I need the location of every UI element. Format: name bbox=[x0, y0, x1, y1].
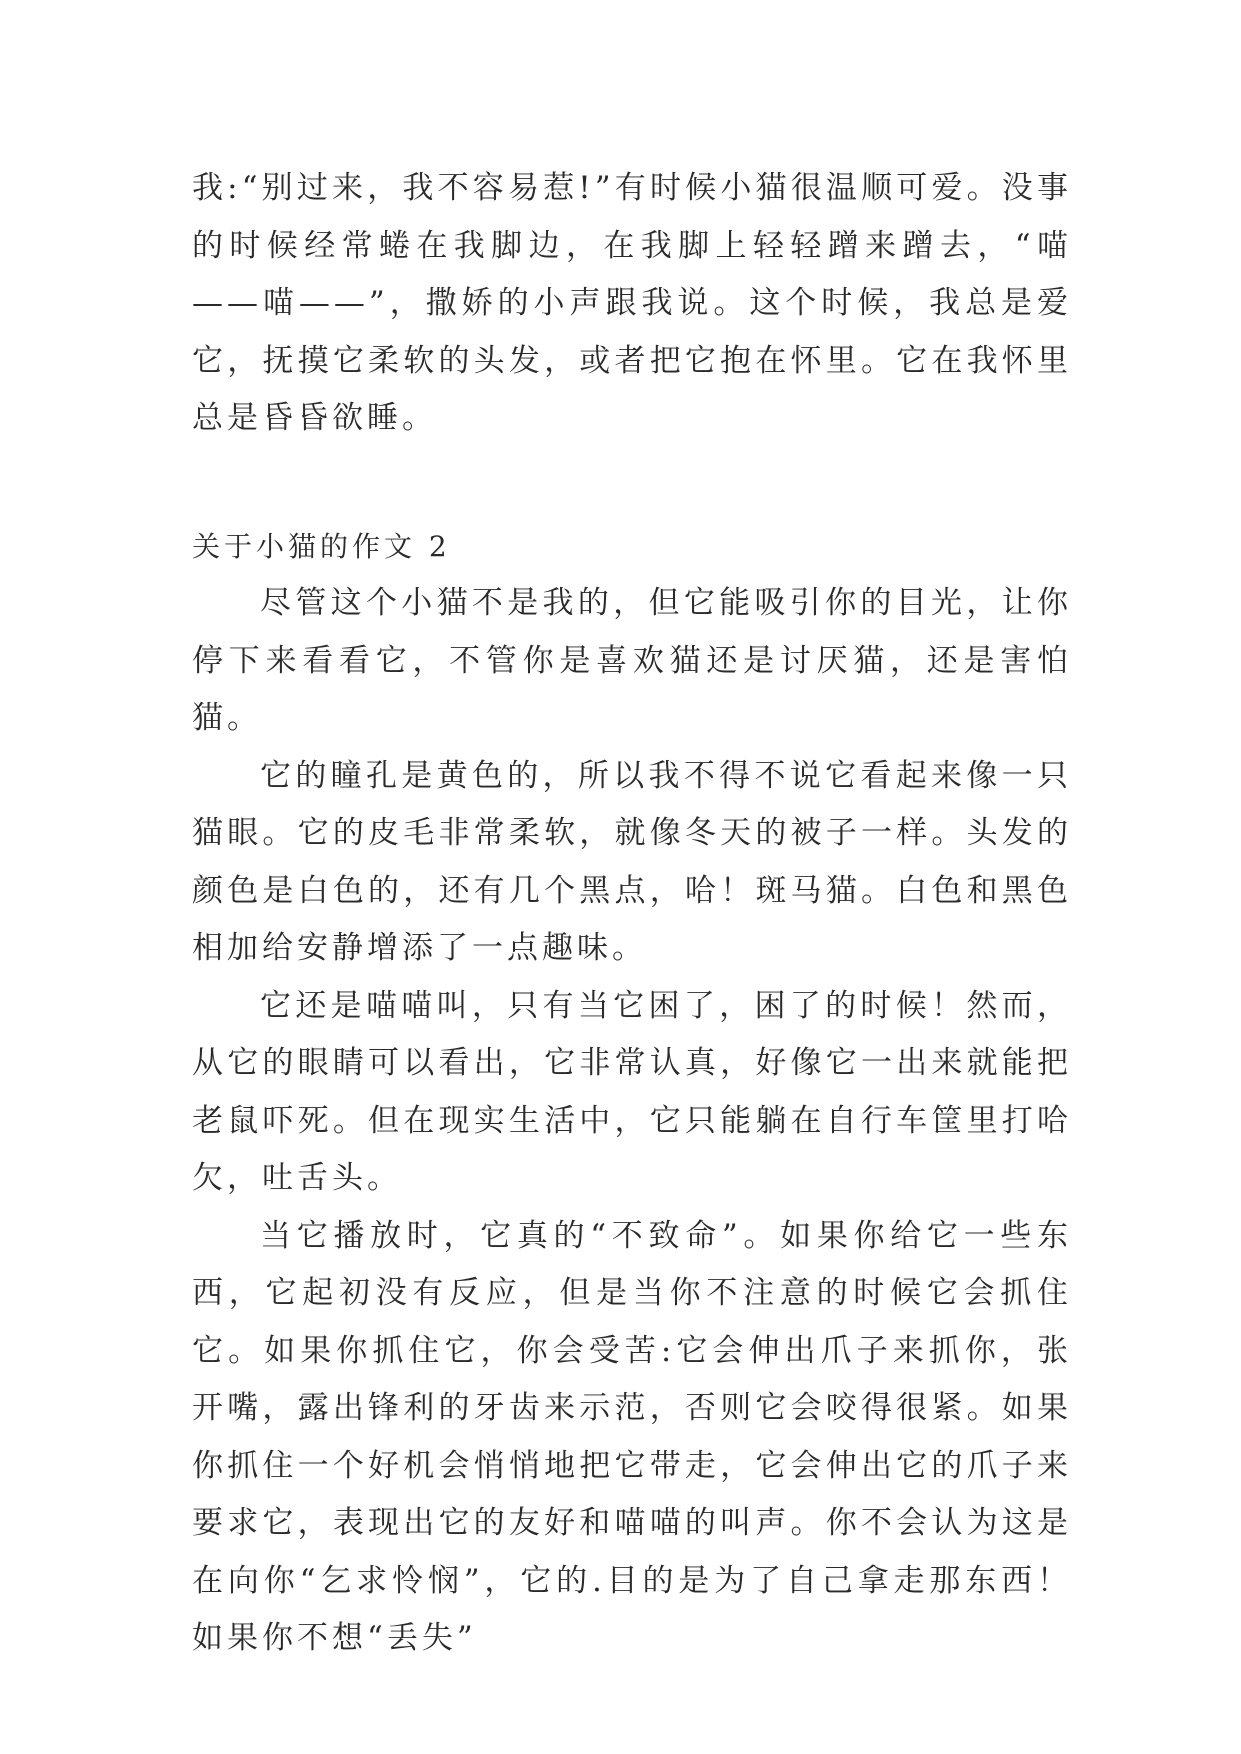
section-spacer bbox=[192, 448, 1072, 518]
paragraph-1: 尽管这个小猫不是我的，但它能吸引你的目光，让你停下来看看它，不管你是喜欢猫还是讨厌猫，还是害怕猫。 bbox=[192, 585, 1072, 736]
section-heading: 关于小猫的作文 2 bbox=[192, 529, 451, 563]
document-body bbox=[192, 160, 1072, 1668]
paragraph-4: 当它播放时，它真的“不致命”。如果你给它一些东西，它起初没有反应，但是当你不注意的时候它会抓住它。如果你抓住它，你会受苦:它会伸出爪子来抓你，张开嘴，露出锋利的牙齿来示范，否则它会咬得很紧。如果你抓住一个好机会悄悄地把它带走，它会伸出它的爪子来要求它，表现出它的友好和喵喵的叫声。你不会认为这是在向你“乞求怜悯”，它的.目的是为了自己拿走那东西！如果你不想“丢失” bbox=[192, 1217, 1072, 1656]
paragraph-2: 它的瞳孔是黄色的，所以我不得不说它看起来像一只猫眼。它的皮毛非常柔软，就像冬天的被子一样。头发的颜色是白色的，还有几个黑点，哈！斑马猫。白色和黑色相加给安静增添了一点趣味。 bbox=[192, 757, 1072, 966]
paragraph-3: 它还是喵喵叫，只有当它困了，困了的时候！然而，从它的眼睛可以看出，它非常认真，好像它一出来就能把老鼠吓死。但在现实生活中，它只能躺在自行车筐里打哈欠，吐舌头。 bbox=[192, 987, 1072, 1196]
paragraph-continued: 我:“别过来，我不容易惹!”有时候小猫很温顺可爱。没事的时候经常蜷在我脚边，在我脚上轻轻蹭来蹭去，“喵——喵——”，撒娇的小声跟我说。这个时候，我总是爱它，抚摸它柔软的头发，或者把它抱在怀里。它在我怀里总是昏昏欲睡。 bbox=[192, 170, 1072, 436]
